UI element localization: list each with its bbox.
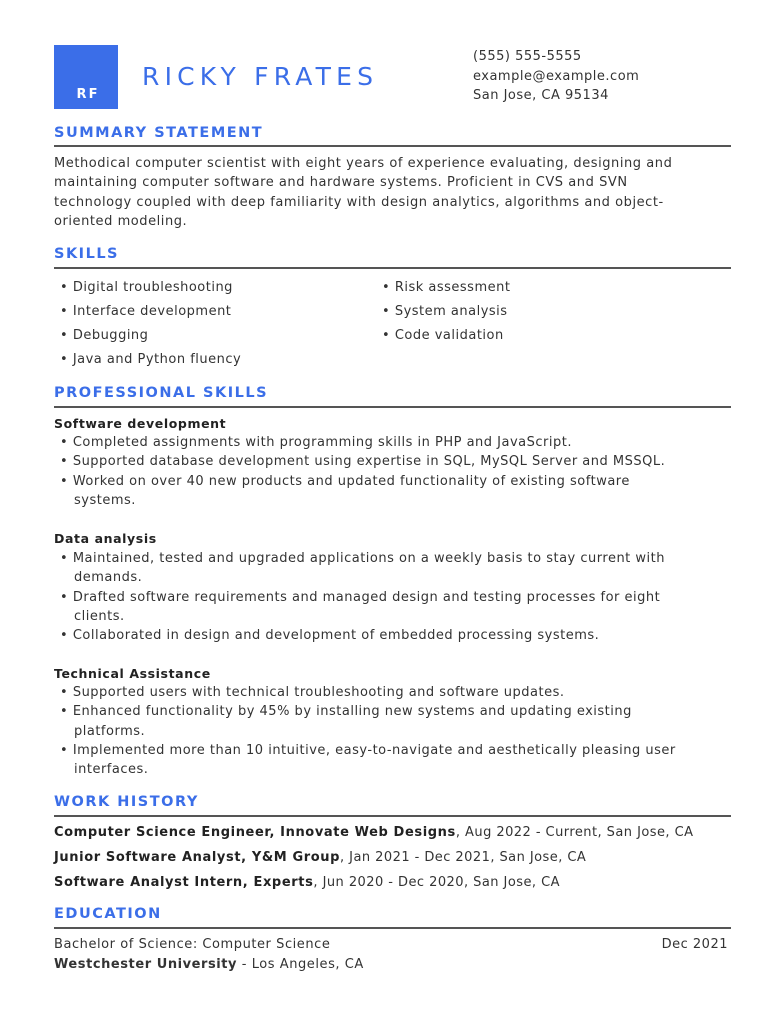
monogram-badge: [54, 45, 118, 109]
professional-skills-divider: [54, 406, 731, 408]
skill-group-title: Data analysis: [54, 531, 157, 546]
skill-group-bullets: [60, 433, 740, 510]
skill-group-title: Software development: [54, 416, 227, 431]
job-title: Junior Software Analyst: [54, 850, 242, 865]
job-details: , Jun 2020 - Dec 2020, San Jose, CA: [313, 875, 560, 890]
bullet-item: • Collaborated in design and development of embedded processing systems.: [60, 628, 600, 644]
bullet-continuation: clients.: [74, 608, 125, 624]
bullet-text: Supported users with technical troubleshooting and software updates.: [72, 685, 565, 700]
skill-group-title: Technical Assistance: [54, 666, 211, 681]
job-details: , Jan 2021 - Dec 2021, San Jose, CA: [340, 850, 587, 865]
education-date: Dec 2021: [661, 937, 728, 952]
job-entry: Software Analyst Intern, Experts, Jun 2020 - Dec 2020, San Jose, CA: [54, 875, 560, 890]
bullet-text: Enhanced functionality by 45% by installing new systems and updating existing: [72, 704, 632, 720]
bullet-item: • Implemented more than 10 intuitive, easy-to-navigate and aesthetically pleasing user interfaces.: [60, 741, 740, 780]
contact-phone: (555) 555-5555: [473, 49, 582, 64]
job-entry: Computer Science Engineer, Innovate Web Designs, Aug 2022 - Current, San Jose, CA: [54, 825, 694, 840]
skill-item: • Java and Python fluency: [60, 348, 241, 372]
bullet-continuation: demands.: [74, 570, 143, 586]
summary-line: technology coupled with deep familiarity with design analytics, algorithms and object-: [54, 194, 664, 210]
job-title: Software Analyst Intern: [54, 875, 243, 890]
skills-column-left: [60, 276, 241, 372]
skill-item: • Risk assessment: [382, 276, 510, 300]
professional-skills-heading: PROFESSIONAL SKILLS: [54, 385, 269, 401]
job-title: Computer Science Engineer: [54, 825, 270, 840]
monogram-initials: RF: [76, 87, 100, 102]
education-degree: Bachelor of Science: Computer Science: [54, 937, 331, 952]
skill-item: • Debugging: [60, 324, 241, 348]
job-company: Experts: [253, 875, 314, 890]
job-details: , Aug 2022 - Current, San Jose, CA: [455, 825, 694, 840]
summary-line: oriented modeling.: [54, 213, 188, 229]
work-history-divider: [54, 815, 731, 817]
summary-line: maintaining computer software and hardware systems. Proficient in CVS and SVN: [54, 175, 628, 191]
skill-group-bullets: [60, 683, 740, 779]
bullet-item: • Drafted software requirements and managed design and testing processes for eight clients.: [60, 588, 740, 627]
bullet-text: Maintained, tested and upgraded applications on a weekly basis to stay current with: [72, 551, 665, 566]
bullet-text: Collaborated in design and development of embedded processing systems.: [72, 628, 600, 644]
contact-location: San Jose, CA 95134: [473, 88, 609, 103]
skill-item: • Code validation: [382, 324, 510, 348]
skill-group-bullets: [60, 549, 740, 645]
skill-item: • Interface development: [60, 300, 241, 324]
skills-heading: SKILLS: [54, 246, 119, 262]
summary-line: Methodical computer scientist with eight years of experience evaluating, designing and: [54, 156, 673, 171]
summary-divider: [54, 145, 731, 147]
work-history-heading: WORK HISTORY: [54, 794, 199, 810]
bullet-text: Completed assignments with programming skills in PHP and JavaScript.: [72, 435, 572, 450]
bullet-item: • Worked on over 40 new products and updated functionality of existing software systems.: [60, 472, 740, 511]
education-school-line: [54, 957, 364, 972]
summary-heading: SUMMARY STATEMENT: [54, 125, 264, 141]
bullet-item: • Supported users with technical troubleshooting and software updates.: [60, 685, 565, 700]
contact-email: example@example.com: [473, 68, 640, 84]
job-company: Innovate Web Designs: [280, 825, 456, 840]
bullet-item: • Maintained, tested and upgraded applications on a weekly basis to stay current with demands.: [60, 549, 740, 588]
bullet-item: • Enhanced functionality by 45% by installing new systems and updating existing platforms.: [60, 702, 740, 741]
skill-item: • Digital troubleshooting: [60, 276, 241, 300]
skills-divider: [54, 267, 731, 269]
bullet-continuation: interfaces.: [74, 762, 149, 778]
education-divider: [54, 927, 731, 929]
bullet-text: Implemented more than 10 intuitive, easy-to-navigate and aesthetically pleasing user: [72, 742, 676, 758]
bullet-item: • Supported database development using expertise in SQL, MySQL Server and MSSQL.: [60, 454, 666, 470]
job-company: Y&M Group: [251, 850, 341, 865]
bullet-text: Drafted software requirements and managed design and testing processes for eight: [72, 589, 661, 605]
bullet-text: Supported database development using expertise in SQL, MySQL Server and MSSQL.: [72, 454, 666, 470]
education-school: Westchester University: [54, 957, 238, 972]
skills-column-right: [382, 276, 510, 348]
job-entry: Junior Software Analyst, Y&M Group, Jan 2021 - Dec 2021, San Jose, CA: [54, 850, 587, 865]
education-school-location: - Los Angeles, CA: [237, 957, 364, 972]
bullet-continuation: platforms.: [74, 723, 146, 739]
education-heading: EDUCATION: [54, 906, 162, 922]
candidate-name: RICKY FRATES: [142, 62, 379, 91]
summary-text: [54, 154, 734, 231]
skills-list: [60, 276, 740, 372]
contact-block: [473, 47, 639, 106]
bullet-item: • Completed assignments with programming skills in PHP and JavaScript.: [60, 435, 572, 450]
bullet-text: Worked on over 40 new products and updated functionality of existing software: [72, 473, 630, 489]
skill-item: • System analysis: [382, 300, 510, 324]
bullet-continuation: systems.: [74, 492, 136, 508]
